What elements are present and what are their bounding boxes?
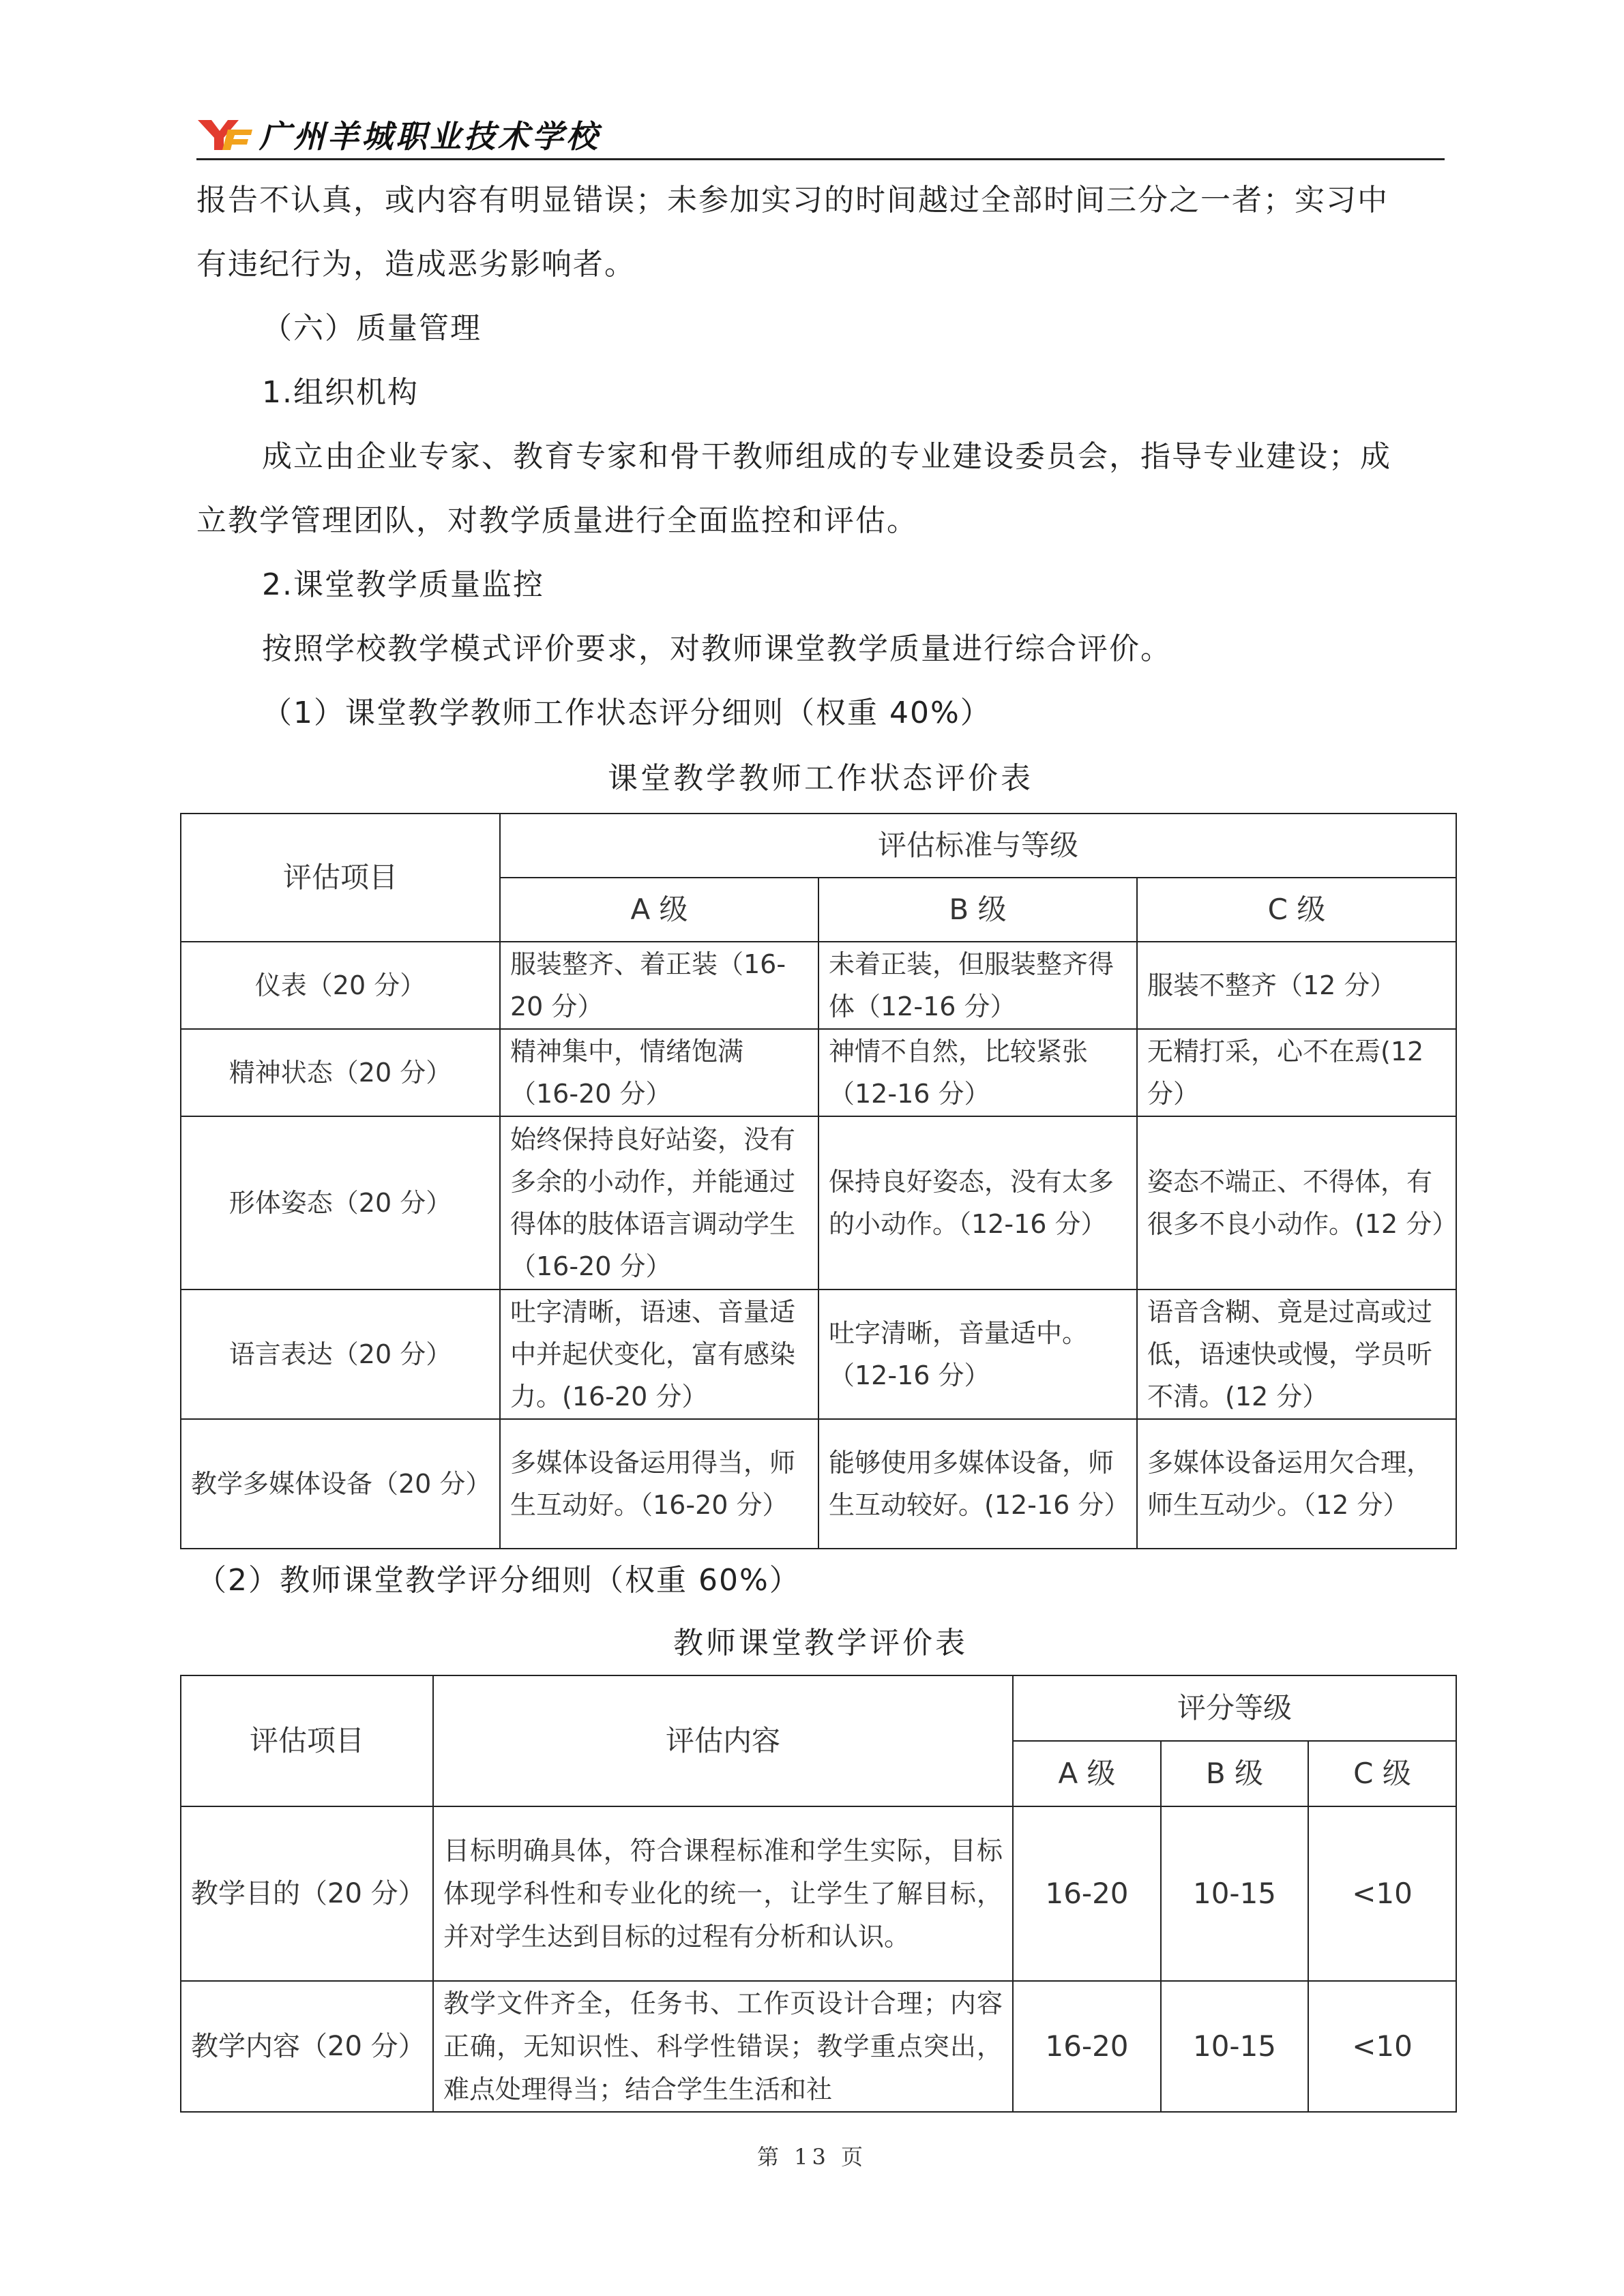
table-caption: 教师课堂教学评价表	[673, 1626, 968, 1660]
table-row	[181, 1419, 1456, 1549]
subsection-heading: 2.课堂教学质量监控	[262, 567, 544, 602]
paragraph-line: 成立由企业专家、教育专家和骨干教师组成的专业建设委员会，指导专业建设；成	[262, 439, 1391, 474]
table-header-group: 评估标准与等级	[500, 814, 1456, 878]
table-cell-b: 未着正装，但服装整齐得体（12-16 分）	[818, 942, 1137, 1029]
table-cell-b: 吐字清晰，音量适中。（12-16 分）	[818, 1289, 1137, 1419]
table-cell-content: 目标明确具体，符合课程标准和学生实际，目标体现学科性和专业化的统一，让学生了解目标，并对学生达到目标的过程有分析和认识。	[433, 1806, 1013, 1981]
header-divider	[196, 158, 1445, 160]
paragraph-line: （1）课堂教学教师工作状态评分细则（权重 40%）	[262, 696, 992, 730]
table-row	[181, 1806, 1456, 1981]
table-row	[181, 1116, 1456, 1289]
table-header-level-c: C 级	[1137, 878, 1456, 942]
table-header-level-a: A 级	[1013, 1741, 1161, 1806]
classroom-teaching-evaluation-table	[180, 1675, 1457, 2113]
table-cell-b: 神情不自然，比较紧张（12-16 分）	[818, 1029, 1137, 1116]
table-cell-item: 语言表达（20 分）	[181, 1289, 500, 1419]
table-cell-item: 仪表（20 分）	[181, 942, 500, 1029]
table-cell-a: 16-20	[1013, 1981, 1161, 2112]
table-row	[181, 1029, 1456, 1116]
table-cell-a: 16-20	[1013, 1806, 1161, 1981]
school-logo-icon	[196, 117, 254, 153]
table-cell-c: 多媒体设备运用欠合理，师生互动少。（12 分）	[1137, 1419, 1456, 1549]
page-number: 第 13 页	[756, 2144, 868, 2170]
table-cell-item: 教学目的（20 分）	[181, 1806, 433, 1981]
table-row	[181, 942, 1456, 1029]
section-heading: （六）质量管理	[262, 311, 482, 346]
table-cell-a: 吐字清晰，语速、音量适中并起伏变化，富有感染力。(16-20 分）	[500, 1289, 818, 1419]
table-cell-c: 服装不整齐（12 分）	[1137, 942, 1456, 1029]
table-cell-a: 服装整齐、着正装（16-20 分）	[500, 942, 818, 1029]
table-cell-item: 形体姿态（20 分）	[181, 1116, 500, 1289]
table-cell-c: <10	[1308, 1806, 1456, 1981]
paragraph-line: 按照学校教学模式评价要求，对教师课堂教学质量进行综合评价。	[262, 631, 1172, 666]
table-header-level-b: B 级	[1161, 1741, 1308, 1806]
paragraph-line: 立教学管理团队，对教学质量进行全面监控和评估。	[196, 503, 918, 538]
table-cell-item: 教学多媒体设备（20 分）	[181, 1419, 500, 1549]
table-header-level-a: A 级	[500, 878, 818, 942]
table-header-level-c: C 级	[1308, 1741, 1456, 1806]
table-cell-b: 能够使用多媒体设备，师生互动较好。(12-16 分）	[818, 1419, 1137, 1549]
teacher-work-state-table	[180, 813, 1457, 1549]
table-header-content: 评估内容	[433, 1675, 1013, 1806]
table-cell-a: 多媒体设备运用得当，师生互动好。（16-20 分）	[500, 1419, 818, 1549]
paragraph-line: 报告不认真，或内容有明显错误；未参加实习的时间越过全部时间三分之一者；实习中	[196, 183, 1389, 218]
table-cell-b: 10-15	[1161, 1981, 1308, 2112]
school-name: 广州羊城职业技术学校	[259, 118, 600, 155]
table-cell-c: 姿态不端正、不得体，有很多不良小动作。(12 分）	[1137, 1116, 1456, 1289]
table-row	[181, 1289, 1456, 1419]
table-caption: 课堂教学教师工作状态评价表	[608, 761, 1033, 796]
table-cell-item: 教学内容（20 分）	[181, 1981, 433, 2112]
paragraph-line: 有违纪行为，造成恶劣影响者。	[196, 247, 636, 282]
table-cell-content: 教学文件齐全，任务书、工作页设计合理；内容正确，无知识性、科学性错误；教学重点突出，难点处理得当；结合学生生活和社	[433, 1981, 1013, 2112]
subsection-heading: （2）教师课堂教学评分细则（权重 60%）	[196, 1563, 801, 1598]
table-row	[181, 1981, 1456, 2112]
table-header-group: 评分等级	[1013, 1675, 1456, 1741]
page-header	[196, 113, 1445, 161]
table-header-item: 评估项目	[181, 1675, 433, 1806]
table-cell-a: 始终保持良好站姿，没有多余的小动作，并能通过得体的肢体语言调动学生（16-20 分）	[500, 1116, 818, 1289]
table-cell-b: 保持良好姿态，没有太多的小动作。（12-16 分）	[818, 1116, 1137, 1289]
table-header-level-b: B 级	[818, 878, 1137, 942]
subsection-heading: 1.组织机构	[262, 375, 419, 410]
table-cell-c: 语音含糊、竟是过高或过低，语速快或慢，学员听不清。(12 分）	[1137, 1289, 1456, 1419]
table-cell-item: 精神状态（20 分）	[181, 1029, 500, 1116]
table-header-item: 评估项目	[181, 814, 500, 942]
table-cell-a: 精神集中，情绪饱满（16-20 分）	[500, 1029, 818, 1116]
table-cell-b: 10-15	[1161, 1806, 1308, 1981]
table-cell-c: 无精打采，心不在焉(12 分）	[1137, 1029, 1456, 1116]
table-cell-c: <10	[1308, 1981, 1456, 2112]
